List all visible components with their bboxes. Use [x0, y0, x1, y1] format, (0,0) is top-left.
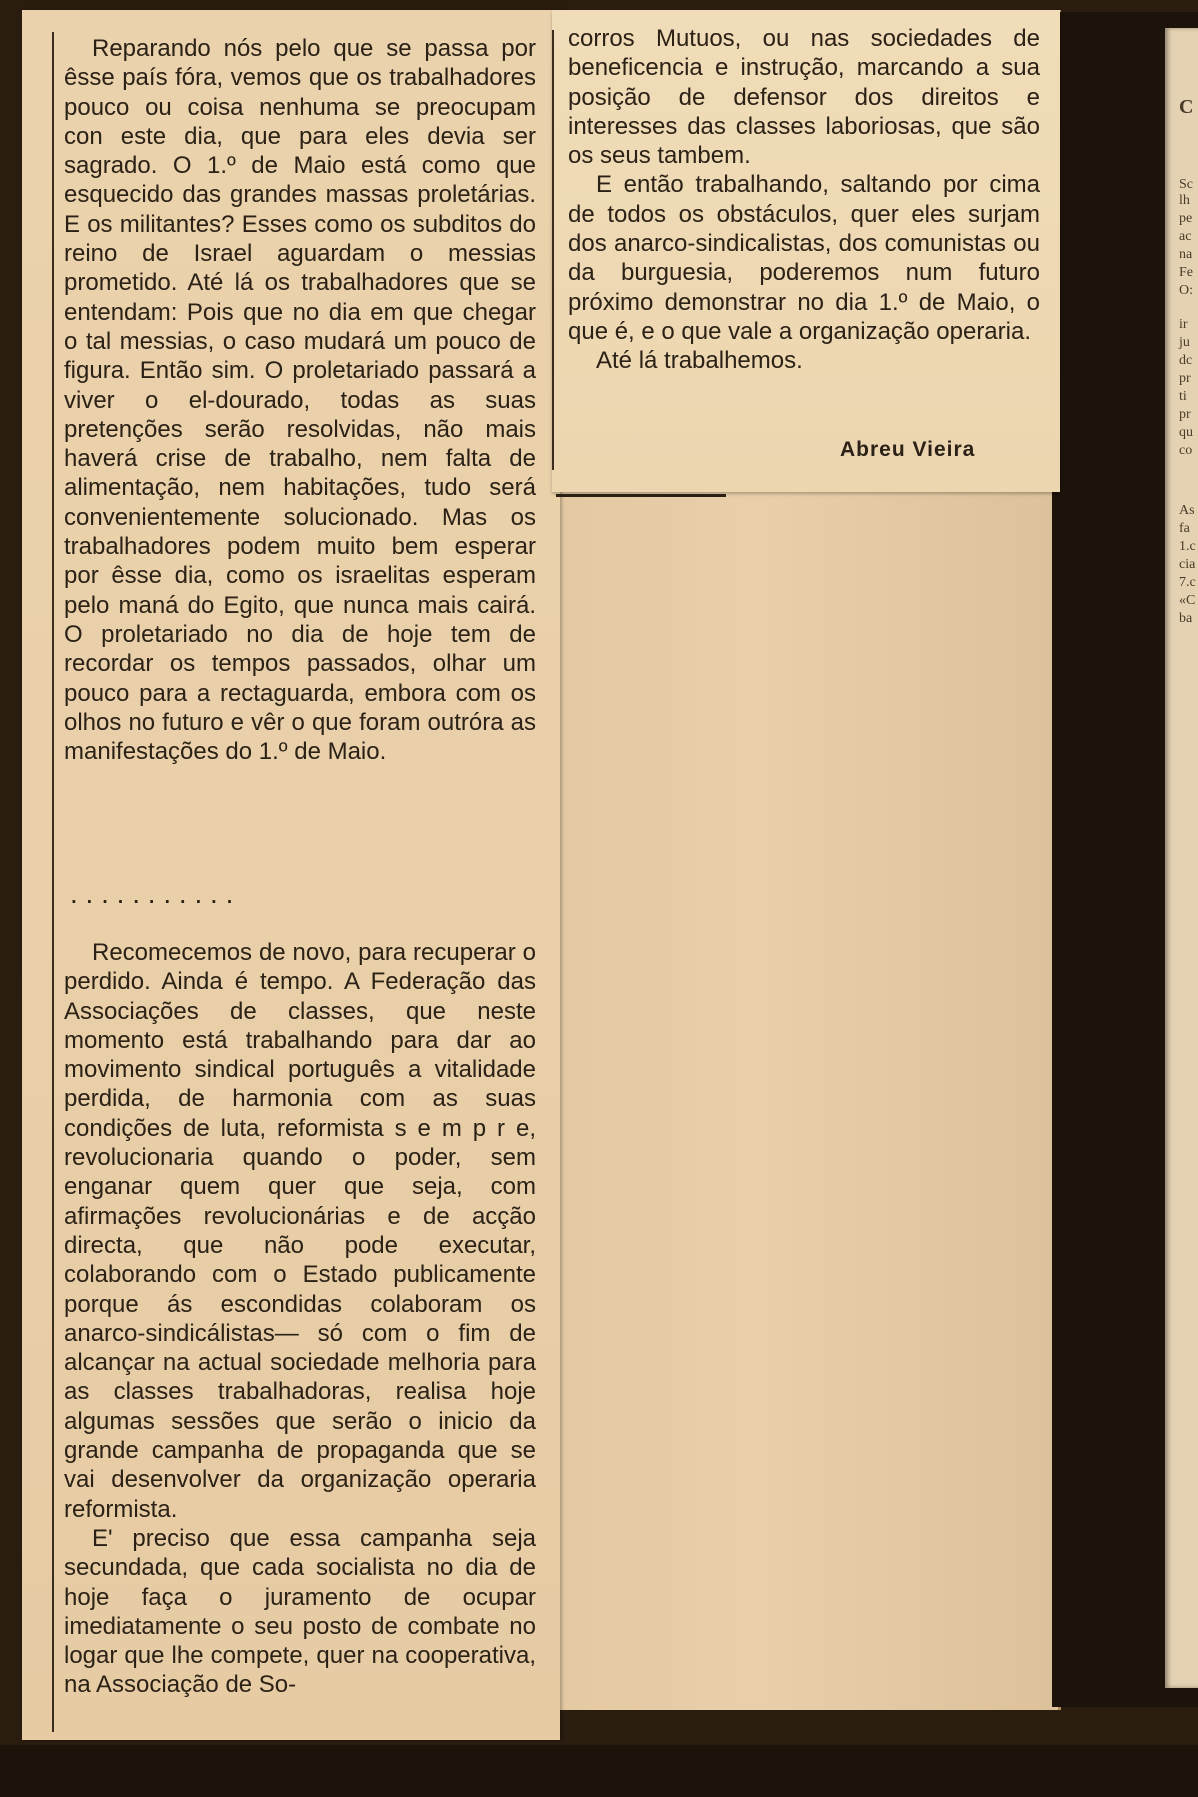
neighbour-clipping: [1165, 28, 1198, 1688]
neighbour-text-fragment: co: [1179, 443, 1193, 458]
paragraph: Recomecemos de novo, para recuperar o perdido. Ainda é tempo. A Federação das Associações de classes, que neste momento está trabalhando para dar ao movimento sindical português a vitalidade perdida, de harmonia com as suas condições de luta, reformista s e m p r e, revolucionaria quando o poder, sem enganar quem quer que seja, com afirmações revolucionárias e de acção directa, que não pode executar, colaborando com o Estado publicamente porque ás escondidas colaboram os anarco-sindicálistas— só com o fim de alcançar na actual sociedade melhoria para as classes trabalhadoras, realisa hoje algumas sessões que serão o inicio da grande campanha de propaganda que se vai desenvolver da organização operaria reformista.: [64, 939, 536, 1523]
page-bottom-shadow: [0, 1745, 1198, 1797]
paragraph: E então trabalhando, saltando por cima de todos os obstáculos, quer eles surjam dos anarco-sindicalistas, dos comunistas ou da burguesia, poderemos num futuro próximo demonstrar no dia 1.º de Maio, o que é, e o que vale a organização operaria.: [568, 171, 1040, 345]
neighbour-text-fragment: na: [1179, 247, 1193, 262]
neighbour-text-fragment: ju: [1179, 335, 1190, 350]
paragraph: Até lá trabalhemos.: [596, 347, 803, 375]
neighbour-text-fragment: C: [1179, 96, 1194, 118]
article-column-a: [64, 34, 536, 766]
neighbour-text-fragment: qu: [1179, 425, 1193, 440]
paragraph: Reparando nós pelo que se passa por êsse país fóra, vemos que os trabalhadores pouco ou coisa nenhuma se preocupam con este dia, que para eles devia ser sagrado. O 1.º de Maio está como que esquecido das grandes massas proletárias. E os militantes? Esses como os subditos do reino de Israel aguardam o messias prometido. Até lá os trabalhadores que se entendam: Pois que no dia em que chegar o tal messias, o caso mudará um pouco de figura. Então sim. O proletariado passará a viver o el-dourado, todas as suas pretenções serão resolvidas, não mais haverá crise de trabalho, nem falta de alimentação, nem habitações, tudo será convenientemente solucionado. Mas os trabalhadores podem muito bem esperar por êsse dia, como os israelitas esperam pelo maná do Egito, que nunca mais cairá. O proletariado no dia de hoje tem de recordar os tempos passados, olhar um pouco para a rectaguarda, embora com os olhos no futuro e vêr o que foram outróra as manifestações do 1.º de Maio.: [64, 35, 536, 766]
neighbour-text-fragment: ba: [1179, 611, 1193, 626]
neighbour-text-fragment: dc: [1179, 353, 1193, 368]
neighbour-text-fragment: 1.c: [1179, 539, 1196, 554]
neighbour-text-fragment: O:: [1179, 283, 1193, 298]
paragraph: corros Mutuos, ou nas sociedades de beneficencia e instrução, marcando a sua posição de defensor dos direitos e interesses das classes laboriosas, que são os seus tambem.: [568, 25, 1040, 170]
neighbour-text-fragment: Fe: [1179, 265, 1193, 280]
column-rule: [52, 32, 54, 1732]
neighbour-text-fragment: As: [1179, 503, 1195, 518]
neighbour-text-fragment: ir: [1179, 317, 1188, 332]
neighbour-text-fragment: Sc: [1179, 177, 1193, 192]
neighbour-text-fragment: 7.c: [1179, 575, 1196, 590]
neighbour-text-fragment: pr: [1179, 407, 1191, 422]
column-rule: [552, 30, 554, 470]
article-column-b: [64, 938, 536, 1700]
neighbour-text-fragment: fa: [1179, 521, 1190, 536]
paragraph: E' preciso que essa campanha seja secundada, que cada socialista no dia de hoje faça o juramento de ocupar imediatamente o seu posto de combate no logar que lhe compete, quer na cooperativa, na Associação de So-: [64, 1524, 536, 1699]
article-end-rule: [556, 494, 726, 497]
neighbour-text-fragment: «C: [1179, 593, 1196, 608]
neighbour-text-fragment: ti: [1179, 389, 1187, 404]
neighbour-text-fragment: cia: [1179, 557, 1196, 572]
article-column-c: [568, 24, 1040, 376]
author-signature: Abreu Vieira: [840, 438, 976, 461]
neighbour-text-fragment: pe: [1179, 211, 1193, 226]
neighbour-text-fragment: ac: [1179, 229, 1192, 244]
section-separator: . . . . . . . . . . .: [70, 878, 234, 909]
neighbour-text-fragment: lh: [1179, 193, 1190, 208]
neighbour-text-fragment: pr: [1179, 371, 1191, 386]
